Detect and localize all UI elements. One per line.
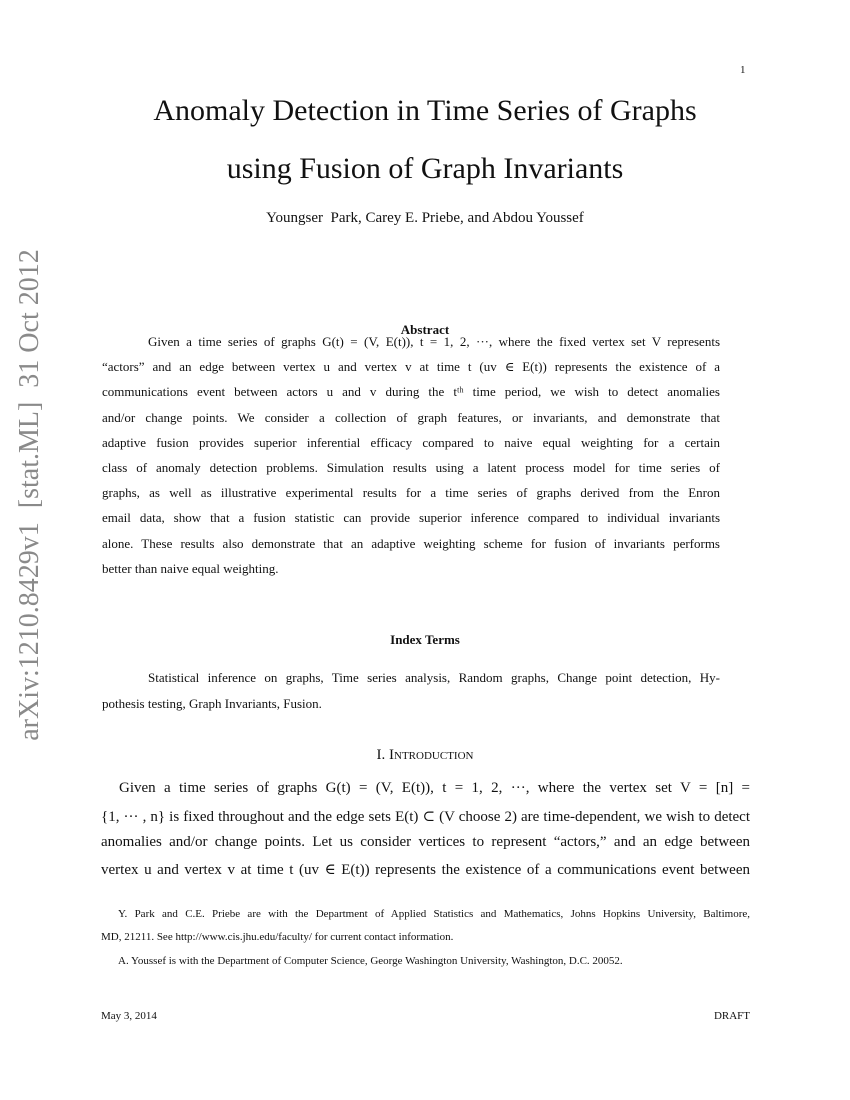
authors: Youngser Park, Carey E. Priebe, and Abdou Youssef bbox=[266, 210, 584, 226]
text-line: better than naive equal weighting. bbox=[102, 560, 279, 576]
section-heading: I. Introduction bbox=[376, 747, 474, 763]
text-line: “actors” and an edge between vertex u and vertex v at time t (uv ∈ E(t)) represents the existence of a bbox=[102, 359, 720, 375]
footer-status: DRAFT bbox=[713, 1010, 750, 1022]
text-line: communications event between actors u and v during the tᵗʰ time period, we wish to detect anomalies bbox=[102, 384, 720, 400]
footnote-line: Y. Park and C.E. Priebe are with the Department of Applied Statistics and Mathematics, Johns Hopkins University, Baltimore, bbox=[118, 908, 750, 920]
text-line: Given a time series of graphs G(t) = (V, E(t)), t = 1, 2, ···, where the vertex set V = [n] = bbox=[119, 780, 750, 796]
text-line: graphs, as well as illustrative experimental results for a time series of graphs derived from the Enron bbox=[102, 485, 720, 501]
footnote-line: A. Youssef is with the Department of Computer Science, George Washington University, Washington, D.C. 20052. bbox=[118, 955, 623, 967]
text-line: Given a time series of graphs G(t) = (V, E(t)), t = 1, 2, ···, where the fixed vertex set V represents bbox=[148, 334, 720, 349]
footer-date: May 3, 2014 bbox=[101, 1010, 157, 1022]
title-line-1: Anomaly Detection in Time Series of Graphs bbox=[153, 94, 697, 127]
abstract-heading: Abstract bbox=[400, 322, 450, 337]
text-line: alone. These results also demonstrate that an adaptive weighting scheme for fusion of invariants performs bbox=[102, 535, 720, 551]
page-number: 1 bbox=[740, 64, 746, 76]
index-terms-heading: Index Terms bbox=[390, 632, 460, 647]
text-line: anomalies and/or change points. Let us consider vertices to represent “actors,” and an edge between bbox=[101, 833, 750, 850]
text-line: vertex u and vertex v at time t (uv ∈ E(t)) represents the existence of a communications event between bbox=[101, 862, 750, 879]
text-line: pothesis testing, Graph Invariants, Fusion. bbox=[102, 696, 322, 711]
text-line: class of anomaly detection problems. Simulation results using a latent process model for time series of bbox=[102, 460, 720, 475]
text-line: adaptive fusion provides superior inferential efficacy compared to naive equal weighting for a certain bbox=[102, 434, 720, 450]
text-line: email data, show that a fusion statistic can provide superior inference compared to individual invariants bbox=[102, 510, 720, 526]
arxiv-stamp: arXiv:1210.8429v1 [stat.ML] 31 Oct 2012 bbox=[14, 249, 45, 741]
title-line-2: using Fusion of Graph Invariants bbox=[226, 152, 624, 185]
text-line: Statistical inference on graphs, Time series analysis, Random graphs, Change point detection, Hy- bbox=[148, 670, 720, 685]
text-line: and/or change points. We consider a collection of graph features, or invariants, and demonstrate that bbox=[102, 409, 720, 425]
footnote-line: MD, 21211. See http://www.cis.jhu.edu/faculty/ for current contact information. bbox=[101, 931, 454, 943]
text-line: {1, ··· , n} is fixed throughout and the edge sets E(t) ⊂ (V choose 2) are time-dependent, we wish to detect bbox=[101, 808, 750, 825]
